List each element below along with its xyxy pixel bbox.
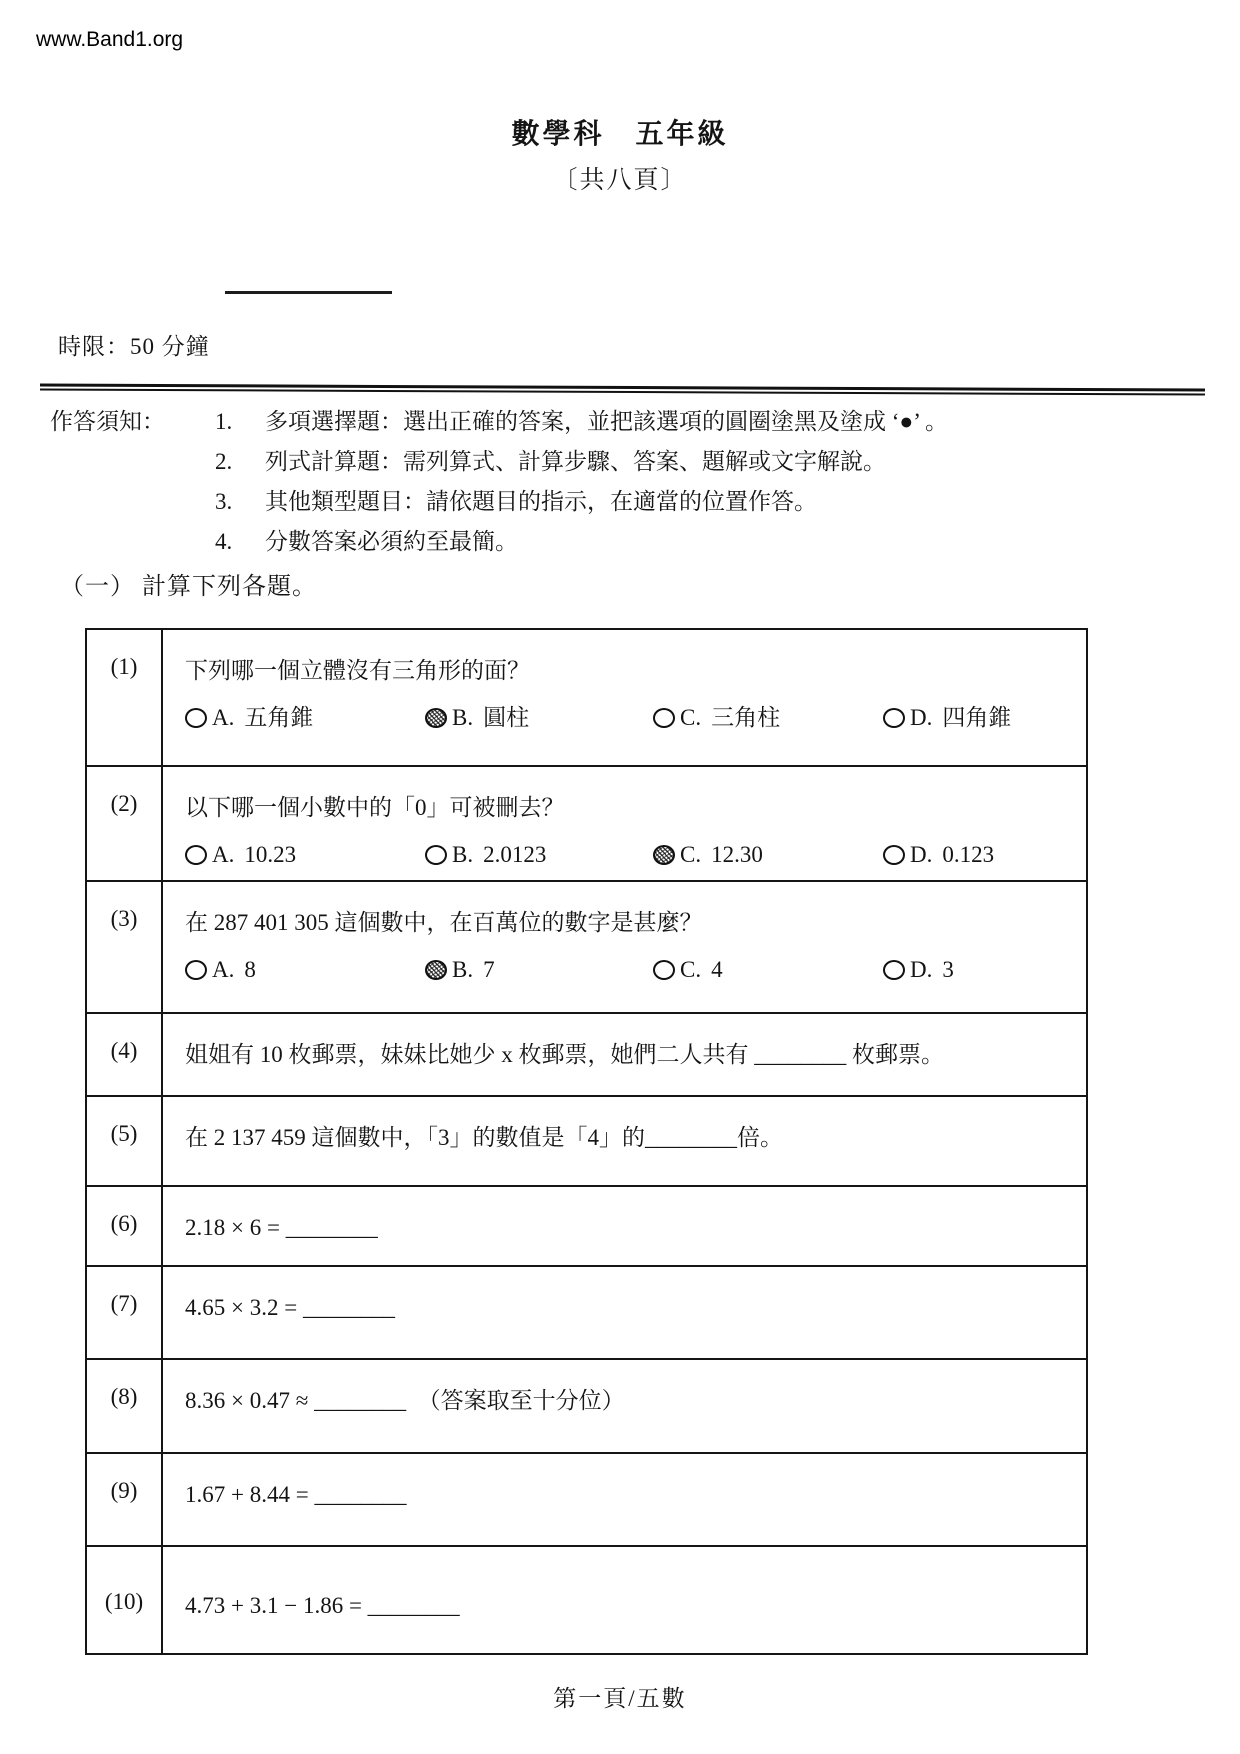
option-b[interactable] xyxy=(425,953,653,987)
answer-bubble[interactable] xyxy=(883,960,905,980)
question-row xyxy=(87,1185,1086,1265)
answer-bubble[interactable] xyxy=(653,960,675,980)
option-letter: B. xyxy=(452,957,474,982)
page-footer: 第一頁/五數 xyxy=(553,1686,687,1711)
answer-bubble[interactable] xyxy=(653,708,675,728)
option-d[interactable] xyxy=(883,838,1076,872)
option-letter: B. xyxy=(452,842,474,867)
question-row xyxy=(87,1265,1086,1358)
answer-bubble[interactable] xyxy=(425,960,447,980)
option-a[interactable] xyxy=(185,701,425,735)
option-text: 12.30 xyxy=(711,842,763,867)
instruction-number: 1. xyxy=(215,409,233,434)
option-text: 3 xyxy=(942,957,954,982)
instruction-text: 分數答案必須約至最簡。 xyxy=(265,529,518,554)
option-text: 四角錐 xyxy=(942,705,1012,730)
name-blank-line xyxy=(225,291,392,294)
instruction-number: 4. xyxy=(215,529,233,554)
answer-bubble[interactable] xyxy=(883,845,905,865)
time-limit: 時限：50 分鐘 xyxy=(58,334,210,359)
title-block xyxy=(0,112,1240,196)
option-letter: A. xyxy=(212,957,235,982)
option-letter: A. xyxy=(212,705,235,730)
question-text: 4.65 × 3.2 = ________ xyxy=(185,1295,395,1320)
questions-table xyxy=(85,628,1088,1655)
question-text: 1.67 + 8.44 = ________ xyxy=(185,1482,407,1507)
option-c[interactable] xyxy=(653,838,883,872)
question-text: 在 287 401 305 這個數中，在百萬位的數字是甚麼？ xyxy=(185,910,703,935)
question-number: (8) xyxy=(87,1360,163,1452)
question-number: (1) xyxy=(87,630,163,765)
answer-bubble[interactable] xyxy=(653,845,675,865)
option-letter: C. xyxy=(680,842,702,867)
instruction-text: 多項選擇題：選出正確的答案，並把該選項的圓圈塗黑及塗成 ‘●’ 。 xyxy=(265,409,949,434)
question-text: 下列哪一個立體沒有三角形的面？ xyxy=(185,658,530,683)
question-text: 在 2 137 459 這個數中，「3」的數值是「4」的________倍。 xyxy=(185,1125,783,1150)
question-number: (10) xyxy=(87,1547,163,1653)
option-text: 8 xyxy=(244,957,256,982)
option-a[interactable] xyxy=(185,838,425,872)
question-text: 8.36 × 0.47 ≈ ________ （答案取至十分位） xyxy=(185,1388,625,1413)
option-text: 4 xyxy=(711,957,723,982)
watermark: www.Band1.org xyxy=(36,28,184,51)
instruction-number: 3. xyxy=(215,489,233,514)
option-letter: B. xyxy=(452,705,474,730)
question-row xyxy=(87,1545,1086,1653)
question-number: (3) xyxy=(87,882,163,1012)
question-number: (5) xyxy=(87,1097,163,1185)
exam-title: 數學科 五年級 xyxy=(511,119,729,150)
question-number: (9) xyxy=(87,1454,163,1545)
option-text: 7 xyxy=(483,957,495,982)
question-number: (2) xyxy=(87,767,163,880)
question-row xyxy=(87,880,1086,1012)
question-text: 2.18 × 6 = ________ xyxy=(185,1215,378,1240)
answer-bubble[interactable] xyxy=(185,845,207,865)
option-d[interactable] xyxy=(883,953,1076,987)
instruction-item xyxy=(50,402,1210,442)
option-text: 0.123 xyxy=(942,842,995,867)
answer-bubble[interactable] xyxy=(883,708,905,728)
option-letter: C. xyxy=(680,705,702,730)
divider-rule xyxy=(40,383,1205,395)
option-a[interactable] xyxy=(185,953,425,987)
question-row xyxy=(87,1358,1086,1452)
options-row xyxy=(185,701,1076,735)
options-row xyxy=(185,953,1076,987)
answer-bubble[interactable] xyxy=(425,708,447,728)
page-count: 〔共八頁〕 xyxy=(552,167,688,194)
options-row xyxy=(185,838,1076,872)
question-row xyxy=(87,1012,1086,1095)
option-text: 10.23 xyxy=(244,842,297,867)
instruction-number: 2. xyxy=(215,449,233,474)
instruction-text: 列式計算題：需列算式、計算步驟、答案、題解或文字解說。 xyxy=(265,449,886,474)
question-number: (7) xyxy=(87,1267,163,1358)
option-letter: C. xyxy=(680,957,702,982)
option-letter: D. xyxy=(910,842,933,867)
question-number: (6) xyxy=(87,1187,163,1265)
instructions-label: 作答須知： xyxy=(50,409,165,434)
option-c[interactable] xyxy=(653,701,883,735)
question-text: 姐姐有 10 枚郵票，妹妹比她少 x 枚郵票，她們二人共有 ________ 枚郵票。 xyxy=(185,1042,944,1067)
question-row xyxy=(87,1095,1086,1185)
section-heading: （一） 計算下列各題。 xyxy=(60,574,317,600)
instruction-item xyxy=(50,482,1210,522)
question-row xyxy=(87,1452,1086,1545)
option-b[interactable] xyxy=(425,838,653,872)
option-text: 2.0123 xyxy=(483,842,547,867)
option-b[interactable] xyxy=(425,701,653,735)
option-letter: D. xyxy=(910,957,933,982)
option-text: 五角錐 xyxy=(244,705,314,730)
instructions xyxy=(50,402,1210,562)
instruction-item xyxy=(50,522,1210,562)
instruction-text: 其他類型題目：請依題目的指示，在適當的位置作答。 xyxy=(265,489,817,514)
instruction-item xyxy=(50,442,1210,482)
option-letter: D. xyxy=(910,705,933,730)
answer-bubble[interactable] xyxy=(185,960,207,980)
question-number: (4) xyxy=(87,1014,163,1095)
answer-bubble[interactable] xyxy=(185,708,207,728)
answer-bubble[interactable] xyxy=(425,845,447,865)
option-text: 圓柱 xyxy=(483,705,530,730)
question-text: 4.73 + 3.1 − 1.86 = ________ xyxy=(185,1593,460,1618)
option-letter: A. xyxy=(212,842,235,867)
option-c[interactable] xyxy=(653,953,883,987)
question-row xyxy=(87,765,1086,880)
option-text: 三角柱 xyxy=(711,705,781,730)
option-d[interactable] xyxy=(883,701,1076,735)
question-text: 以下哪一個小數中的「0」可被刪去？ xyxy=(185,795,565,820)
question-row xyxy=(87,630,1086,765)
